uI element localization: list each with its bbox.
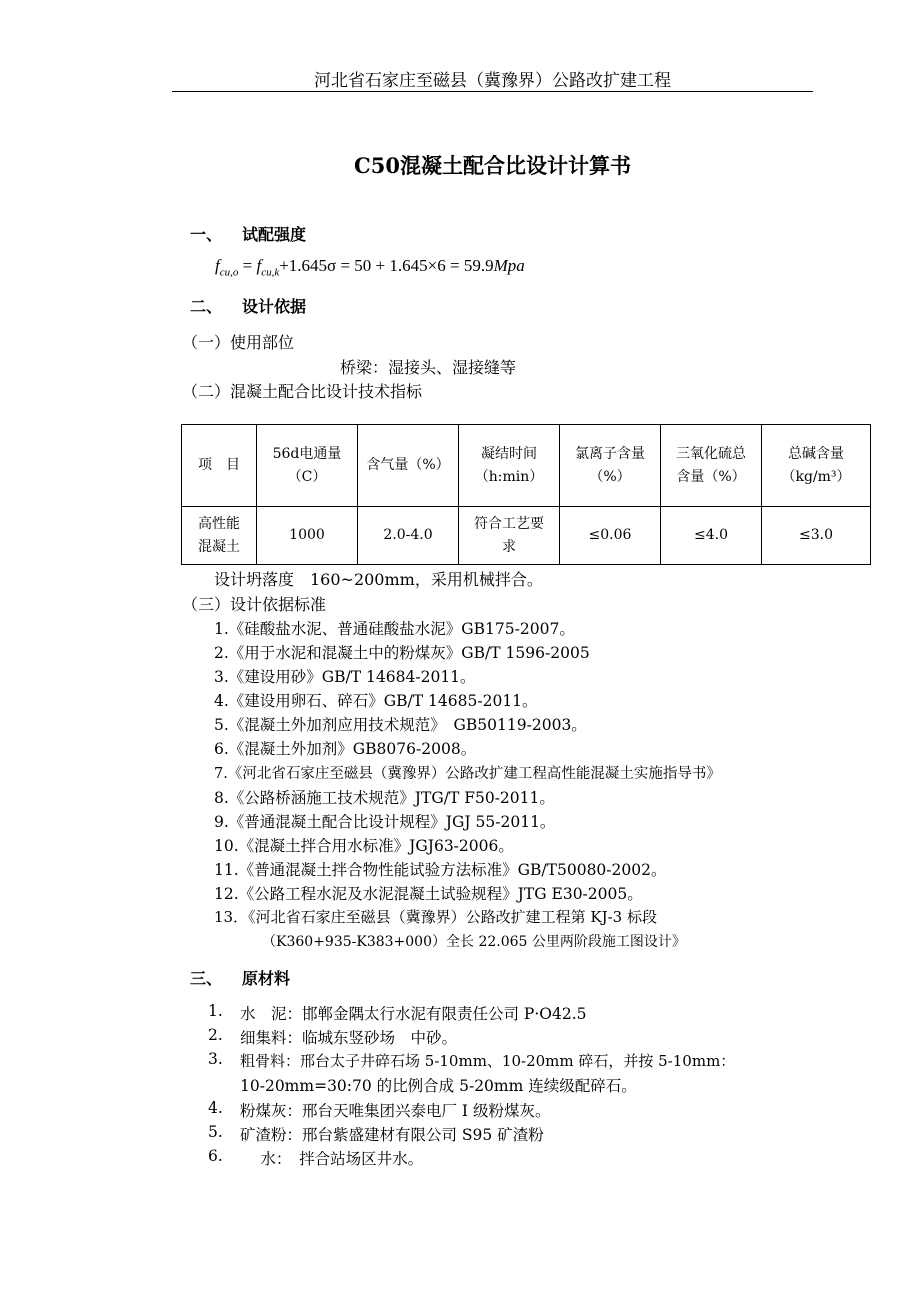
standard-item: 6.《混凝土外加剂》GB8076-2008。 [214,740,477,758]
th-alkali-l1: 总碱含量 [788,445,844,462]
th-flux [257,425,358,507]
formula-f1: f [215,256,220,275]
section-1-number: 一、 [190,225,223,244]
standard-item: 3.《建设用砂》GB/T 14684-2011。 [214,668,476,686]
th-alkali [762,425,871,507]
td-item-l1: 高性能 [198,515,240,532]
formula-unit: Mpa [493,256,525,275]
standard-item: 8.《公路桥涵施工技术规范》JTG/T F50-2011。 [214,789,555,807]
strength-formula [215,256,525,278]
header-divider [172,91,813,92]
th-item [182,425,257,507]
page-header: 河北省石家庄至磁县（冀豫界）公路改扩建工程 [314,71,671,91]
td-chloride-value: ≤0.06 [588,527,632,543]
material-item-cont: 10-20mm=30:70 的比例合成 5-20mm 连续级配碎石。 [240,1077,637,1095]
standard-item: 5.《混凝土外加剂应用技术规范》 GB50119-2003。 [214,716,587,734]
th-setting-l1: 凝结时间 [481,445,537,462]
standards-label: （三）设计依据标准 [182,595,327,614]
tech-index-label: （二）混凝土配合比设计技术指标 [182,382,423,401]
standard-item: 9.《普通混凝土配合比设计规程》JGJ 55-2011。 [214,813,556,831]
td-alkali-value: ≤3.0 [799,527,833,543]
td-so3-value: ≤4.0 [694,527,728,543]
th-so3 [661,425,762,507]
td-air [358,507,459,565]
td-setting-l2: 求 [502,538,516,555]
slump-text: 设计坍落度 160~200mm，采用机械拌合。 [214,570,543,589]
th-air [358,425,459,507]
th-chloride [560,425,661,507]
th-chloride-l2: （%） [589,468,631,485]
section-2-number: 二、 [190,297,223,316]
th-flux-l2: （C） [287,468,327,485]
material-item: 粉煤灰：邢台天唯集团兴泰电厂 I 级粉煤灰。 [240,1102,551,1120]
formula-f2: f [256,256,262,275]
th-so3-l1: 三氧化硫总 [676,445,746,462]
material-item: 粗骨料：邢台太子井碎石场 5-10mm、10-20mm 碎石，并按 5-10mm： [240,1052,736,1070]
material-item: 水 泥：邯郸金隅太行水泥有限责任公司 P·O42.5 [240,1005,587,1023]
section-3-number: 三、 [190,969,223,988]
td-alkali [762,507,871,565]
document-title: C50混凝土配合比设计计算书 [354,153,631,178]
standard-item: 13．《河北省石家庄至磁县（冀豫界）公路改扩建工程第 KJ-3 标段 [214,908,657,926]
td-setting [459,507,560,565]
formula-sub2: cu,k [261,266,280,279]
td-air-value: 2.0-4.0 [383,527,433,543]
td-flux-value: 1000 [289,527,325,543]
material-item: 矿渣粉：邢台紫盛建材有限公司 S95 矿渣粉 [240,1126,544,1144]
standard-item: 4.《建设用卵石、碎石》GB/T 14685-2011。 [214,692,538,710]
material-num: 1. [208,1002,223,1020]
section-2-heading: 设计依据 [242,297,307,316]
material-num: 6. [208,1147,223,1165]
standard-item: 12.《公路工程水泥及水泥混凝土试验规程》JTG E30-2005。 [214,885,643,903]
standard-item: 10.《混凝土拌合用水标准》JGJ63-2006。 [214,837,514,855]
th-so3-l2: 含量（%） [676,468,746,485]
standard-item: 11.《普通混凝土拌合物性能试验方法标准》GB/T50080-2002。 [214,861,667,879]
formula-sub1: cu,o [219,266,239,279]
material-item: 细集料：临城东竖砂场 中砂。 [240,1029,458,1047]
standard-item-cont: （K360+935-K383+000）全长 22.065 公里两阶段施工图设计》 [262,934,686,950]
th-setting-l2: （h:min） [474,468,544,485]
standard-item: 1.《硅酸盐水泥、普通硅酸盐水泥》GB175-2007。 [214,620,575,638]
td-item-l2: 混凝土 [198,538,240,555]
th-air-l1: 含气量（%） [366,457,450,473]
td-chloride [560,507,661,565]
th-chloride-l1: 氯离子含量 [575,445,645,462]
standard-item: 2.《用于水泥和混凝土中的粉煤灰》GB/T 1596-2005 [214,644,590,662]
usage-value: 桥梁：湿接头、湿接缝等 [340,358,517,377]
tech-index-table [181,424,871,565]
th-setting [459,425,560,507]
standard-item: 7.《河北省石家庄至磁县（冀豫界）公路改扩建工程高性能混凝土实施指导书》 [214,766,721,782]
th-alkali-l2: （kg/m³） [781,468,851,485]
formula-rest: +1.645σ = 50 + 1.645×6 = 59.9 [279,256,494,275]
td-flux [257,507,358,565]
table-row [182,507,871,565]
material-num: 2. [208,1026,223,1044]
td-setting-l1: 符合工艺要 [474,515,544,532]
usage-label: （一）使用部位 [182,333,295,352]
material-num: 4. [208,1099,223,1117]
table-header-row [182,425,871,507]
section-1-heading: 试配强度 [242,225,307,244]
material-num: 5. [208,1123,223,1141]
th-flux-l1: 56d电通量 [272,445,342,462]
th-item-l1: 项 目 [198,457,240,473]
td-item [182,507,257,565]
material-num: 3. [208,1050,223,1068]
section-3-heading: 原材料 [242,969,291,988]
material-item: 水： 拌合站场区井水。 [240,1150,424,1168]
td-so3 [661,507,762,565]
formula-eq: = [242,256,253,275]
